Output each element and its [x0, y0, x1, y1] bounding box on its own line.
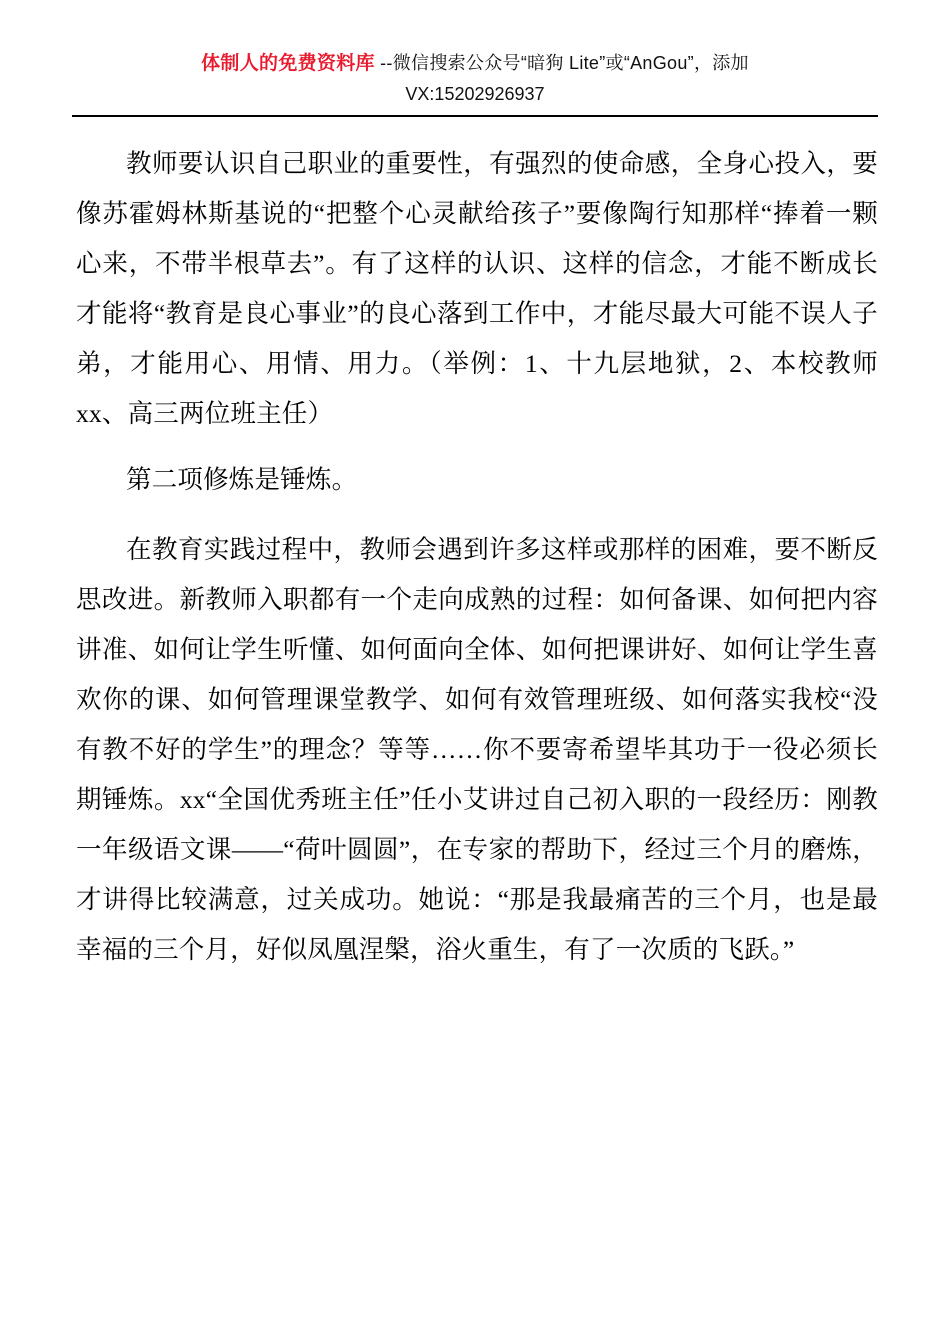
- header-contact-line: VX:15202926937: [405, 84, 545, 104]
- paragraph-2: 第二项修炼是锤炼。: [126, 465, 358, 494]
- paragraph-spacer-2: [76, 509, 878, 525]
- header-promo-text: --微信搜索公众号“暗狗 Lite”或“AnGou”，添加: [374, 53, 749, 73]
- header-promo-line: [78, 48, 872, 79]
- document-body: [0, 117, 950, 975]
- paragraph-1: 教师要认识自己职业的重要性，有强烈的使命感，全身心投入，要像苏霍姆林斯基说的“把整个心灵献给孩子”要像陶行知那样“捧着一颗心来，不带半根草去”。有了这样的认识、这样的信念，才能不断成长才能将“教育是良心事业”的良心落到工作中，才能尽最大可能不误人子弟，才能用心、用情、用力。（举例：1、十九层地狱，2、本校教师xx、高三两位班主任）: [76, 149, 878, 428]
- paragraph-spacer-1: [76, 443, 878, 455]
- header-brand-text: 体制人的免费资料库: [201, 53, 375, 74]
- page-header: [0, 0, 950, 109]
- paragraph-3: 在教育实践过程中，教师会遇到许多这样或那样的困难，要不断反思改进。新教师入职都有一个走向成熟的过程：如何备课、如何把内容讲准、如何让学生听懂、如何面向全体、如何把课讲好、如何让学生喜欢你的课、如何管理课堂教学、如何有效管理班级、如何落实我校“没有教不好的学生”的理念？等等……你不要寄希望毕其功于一役必须长期锤炼。xx“全国优秀班主任”任小艾讲过自己初入职的一段经历：刚教一年级语文课——“荷叶圆圆”，在专家的帮助下，经过三个月的磨炼，才讲得比较满意，过关成功。她说：“那是我最痛苦的三个月，也是最幸福的三个月，好似凤凰涅槃，浴火重生，有了一次质的飞跃。”: [76, 535, 878, 964]
